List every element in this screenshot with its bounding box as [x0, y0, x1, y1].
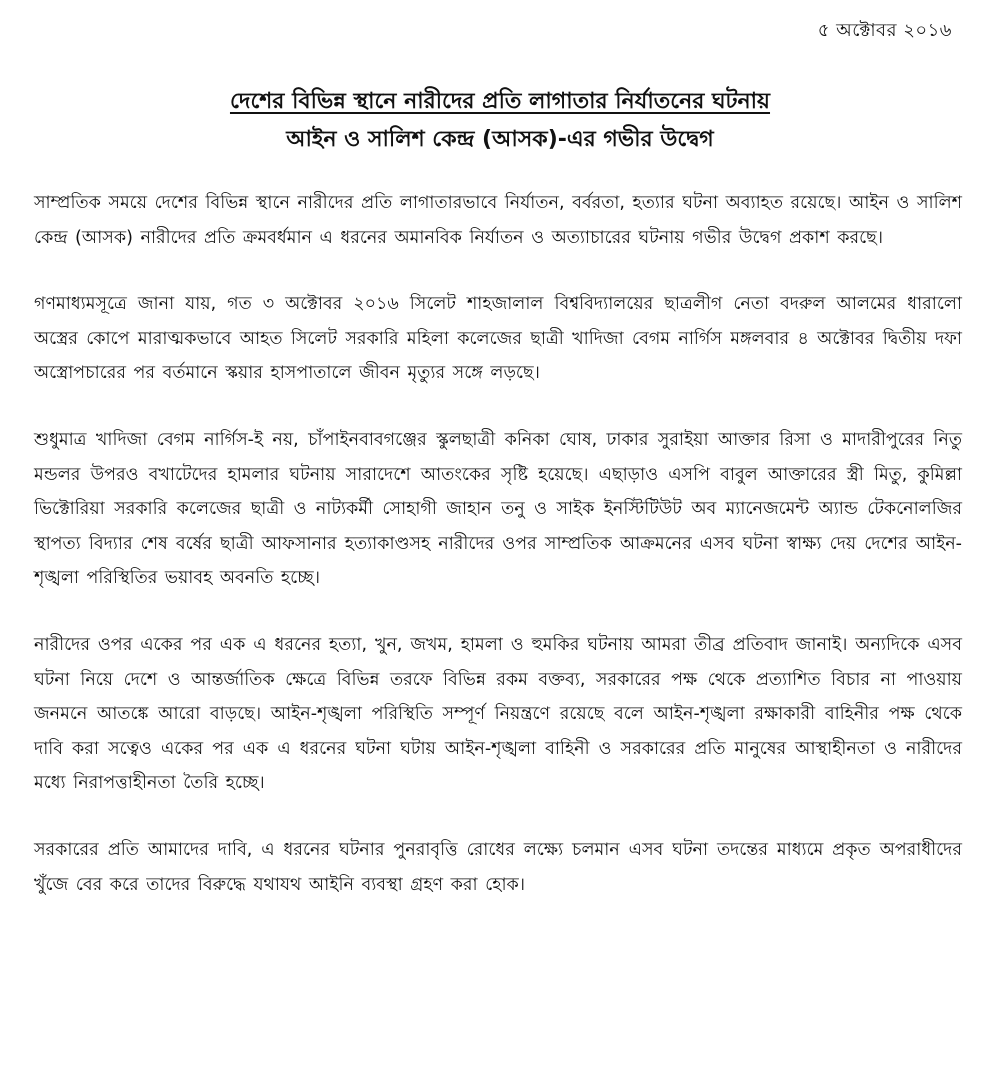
headline-line-1: দেশের বিভিন্ন স্থানে নারীদের প্রতি লাগাতার নির্যাতনের ঘটনায় [229, 89, 771, 114]
headline [0, 86, 1000, 158]
headline-line-2: আইন ও সালিশ কেন্দ্র (আসক)-এর গভীর উদ্বেগ [286, 127, 714, 152]
paragraph-2: গণমাধ্যমসূত্রে জানা যায়, গত ৩ অক্টোবর ২০১৬ সিলেট শাহজালাল বিশ্ববিদ্যালয়ের ছাত্রলীগ নেতা বদরুল আলমের ধারালো অস্ত্রের কোপে মারাত্মকভাবে আহত সিলেট সরকারি মহিলা কলেজের ছাত্রী খাদিজা বেগম নার্গিস মঙ্গলবার ৪ অক্টোবর দ্বিতীয় দফা অস্ত্রোপচারের পর বর্তমানে স্কয়ার হাসপাতালে জীবন মৃত্যুর সঙ্গে লড়ছে। [34, 294, 962, 384]
paragraph-1: সাম্প্রতিক সময়ে দেশের বিভিন্ন স্থানে নারীদের প্রতি লাগাতারভাবে নির্যাতন, বর্বরতা, হত্যার ঘটনা অব্যাহত রয়েছে। আইন ও সালিশ কেন্দ্র (আসক) নারীদের প্রতি ক্রমবর্ধমান এ ধরনের অমানবিক নির্যাতন ও অত্যাচারের ঘটনায় গভীর উদ্বেগ প্রকাশ করছে। [34, 193, 962, 248]
paragraph-5: সরকারের প্রতি আমাদের দাবি, এ ধরনের ঘটনার পুনরাবৃত্তি রোধের লক্ষ্যে চলমান এসব ঘটনা তদন্তের মাধ্যমে প্রকৃত অপরাধীদের খুঁজে বের করে তাদের বিরুদ্ধে যথাযথ আইনি ব্যবস্থা গ্রহণ করা হোক। [34, 839, 962, 895]
body-text [34, 186, 962, 934]
paragraph-3: শুধুমাত্র খাদিজা বেগম নার্গিস-ই নয়, চাঁপাইনবাবগঞ্জের স্কুলছাত্রী কনিকা ঘোষ, ঢাকার সুরাইয়া আক্তার রিসা ও মাদারীপুরের নিতু মন্ডলর উপরও বখাটেদের হামলার ঘটনায় সারাদেশে আতংকের সৃষ্টি হয়েছে। এছাড়াও এসপি বাবুল আক্তারের স্ত্রী মিতু, কুমিল্লা ভিক্টোরিয়া সরকারি কলেজের ছাত্রী ও নাট্যকর্মী সোহাগী জাহান তনু ও সাইক ইনস্টিটিউট অব ম্যানেজমেন্ট অ্যান্ড টেকনোলজির স্থাপত্য বিদ্যার শেষ বর্ষের ছাত্রী আফসানার হত্যাকাণ্ডসহ নারীদের ওপর সাম্প্রতিক আক্রমনের এসব ঘটনা স্বাক্ষ্য দেয় দেশের আইন-শৃঙ্খলা পরিস্থিতির ভয়াবহ অবনতি হচ্ছে। [34, 429, 962, 589]
release-date: ৫ অক্টোবর ২০১৬ [817, 20, 952, 41]
paragraph-4: নারীদের ওপর একের পর এক এ ধরনের হত্যা, খুন, জখম, হামলা ও হুমকির ঘটনায় আমরা তীব্র প্রতিবাদ জানাই। অন্যদিকে এসব ঘটনা নিয়ে দেশে ও আন্তর্জাতিক ক্ষেত্রে বিভিন্ন তরফে বিভিন্ন রকম বক্তব্য, সরকারের পক্ষ থেকে প্রত্যাশিত বিচার না পাওয়ায় জনমনে আতঙ্কে আরো বাড়ছে। আইন-শৃঙ্খলা পরিস্থিতি সম্পূর্ণ নিয়ন্ত্রণে রয়েছে বলে আইন-শৃঙ্খলা রক্ষাকারী বাহিনীর পক্ষ থেকে দাবি করা সত্বেও একের পর এক এ ধরনের ঘটনা ঘটায় আইন-শৃঙ্খলা বাহিনী ও সরকারের প্রতি মানুষের আস্থাহীনতা ও নারীদের মধ্যে নিরাপত্তাহীনতা তৈরি হচ্ছে। [34, 634, 962, 794]
